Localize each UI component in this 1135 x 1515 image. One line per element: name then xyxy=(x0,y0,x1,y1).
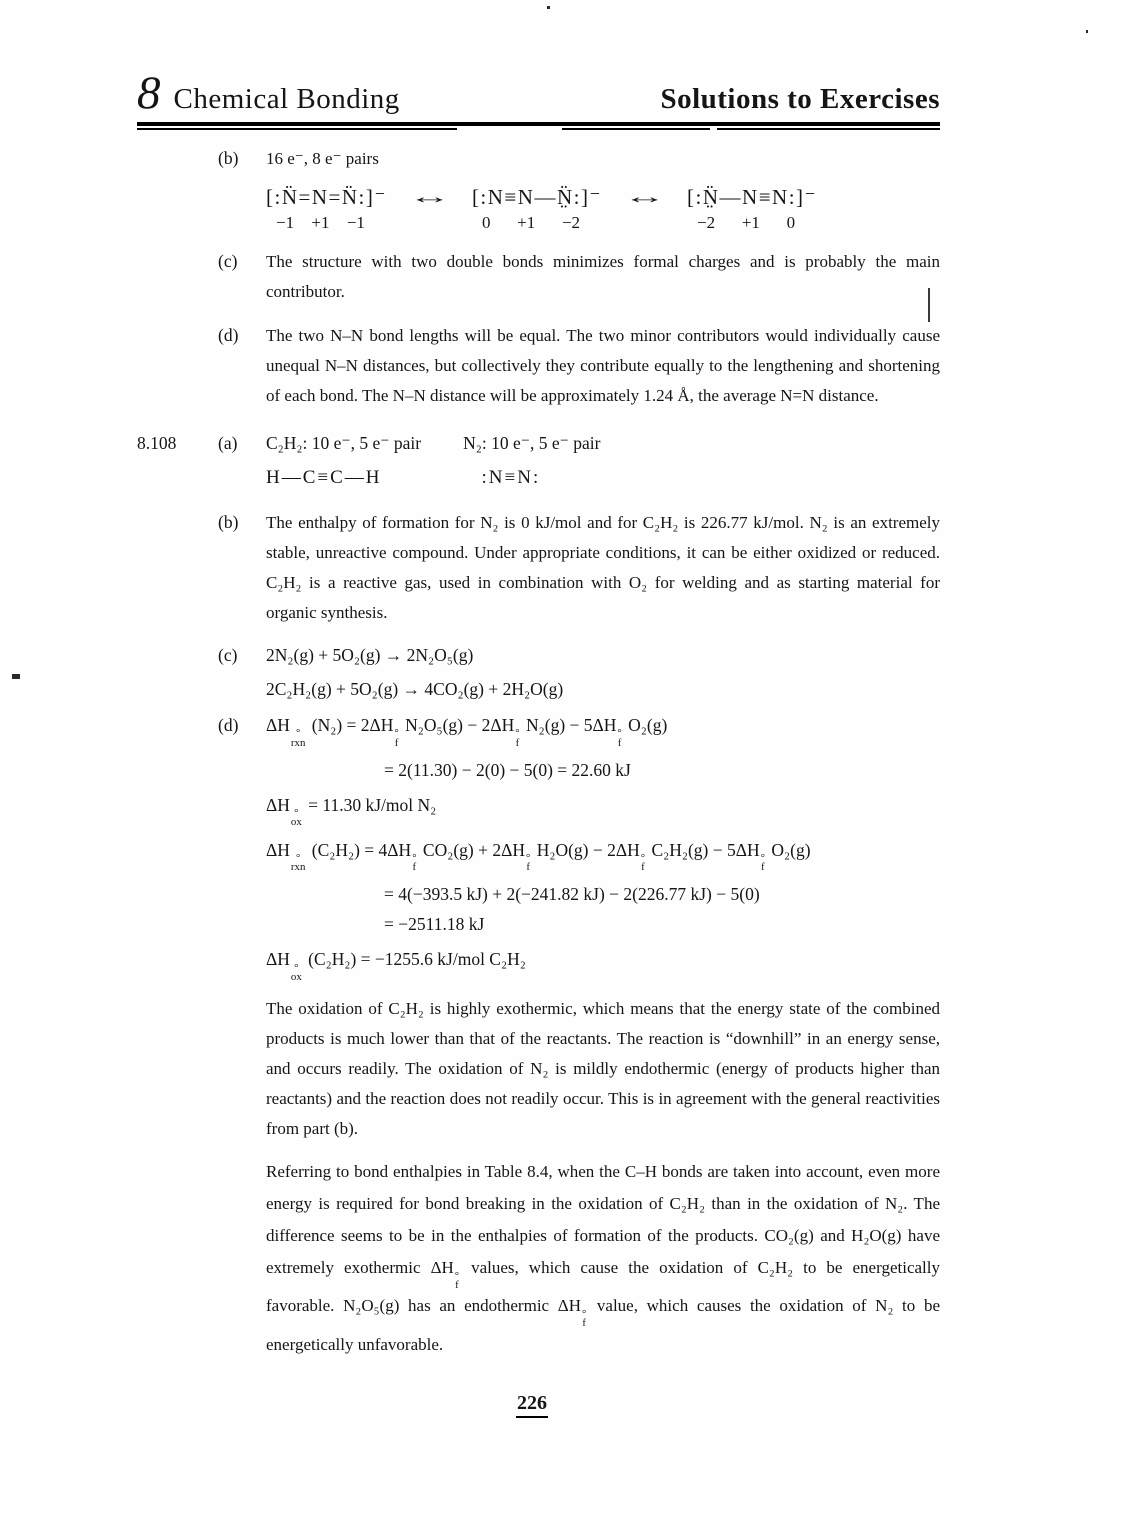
lewis-structure-2 xyxy=(472,184,602,233)
lewis-formula: [:N̈=N=N̈:]⁻ xyxy=(266,185,387,209)
n2-structure: :N≡N: xyxy=(481,467,541,488)
part-c-label: (c) xyxy=(218,251,238,271)
formal-charge: +1 xyxy=(741,213,760,232)
c2h2-combustion-equation: 2C₂H₂(g) + 5O₂(g) → 4CO₂(g) + 2H₂O(g) xyxy=(266,679,564,699)
formal-charges xyxy=(687,210,817,233)
continued-part-c-row xyxy=(137,247,940,307)
part-b-row xyxy=(137,508,940,628)
formal-charge: −2 xyxy=(697,213,716,232)
formal-charge: +1 xyxy=(517,213,536,232)
part-d-equation-row xyxy=(137,712,940,748)
equation-row xyxy=(137,757,940,783)
scan-artifact-tick xyxy=(928,288,930,322)
lewis-structure-1 xyxy=(266,184,387,233)
resonance-row xyxy=(137,184,940,233)
part-d-label: (d) xyxy=(218,325,239,345)
formal-charge: −1 xyxy=(346,213,365,232)
enthalpy-rxn-n2-equation: ΔH ° rxn (N₂) = 2ΔH ° f N₂O₅(g) − 2ΔH ° f N₂(g) − 5ΔH ° f O₂(g) xyxy=(266,715,668,749)
formal-charges xyxy=(472,210,602,233)
equation-row xyxy=(137,792,940,828)
scan-artifact-speck xyxy=(12,674,20,679)
part-c-text: The structure with two double bonds minimizes formal charges and is probably the main contributor. xyxy=(266,252,940,301)
c2h2-electron-count: C₂H₂: 10 e⁻, 5 e⁻ pair xyxy=(266,433,422,453)
equation-row xyxy=(137,946,940,982)
enthalpy-rxn-c2h2-value2: = −2511.18 kJ xyxy=(384,914,485,935)
continued-part-d-row xyxy=(137,321,940,411)
formal-charge: +1 xyxy=(311,213,330,232)
enthalpy-rxn-c2h2-equation: ΔH ° rxn (C₂H₂) = 4ΔH ° f CO₂(g) + 2ΔH ° f H₂O(g) − 2ΔH ° f C₂H₂(g) − 5ΔH ° f O₂(g) xyxy=(266,839,811,874)
n2-combustion-equation: 2N₂(g) + 5O₂(g) → 2N₂O₅(g) xyxy=(266,645,474,665)
discussion-paragraph-row xyxy=(137,994,940,1144)
header-rule-segment xyxy=(562,128,710,130)
bond-enthalpies-paragraph: Referring to bond enthalpies in Table 8.4, when the C–H bonds are taken into account, even more energy is required for bond breaking in the oxidation of C₂H₂ than in the oxidation of N₂. The difference seems to be in the enthalpies of formation of the products. CO₂(g) and H₂O(g) have extremely exothermic ΔH ° f values, which cause the oxidation of C₂H₂ to be energetically favorable. N₂O₅(g) has an endothermic ΔH ° f value, which causes the oxidation of N₂ to be energetically unfavorable. xyxy=(266,1162,941,1354)
electron-counts xyxy=(266,433,940,454)
part-b-label: (b) xyxy=(218,148,239,168)
formal-charges xyxy=(266,210,387,233)
resonance-arrow-icon: ↔ xyxy=(622,187,667,208)
part-b-text: The enthalpy of formation for N₂ is 0 kJ/mol and for C₂H₂ is 226.77 kJ/mol. N₂ is an extremely stable, unreactive compound. Under appropriate conditions, it can be either oxidized or reduced. C₂H₂ is a reactive gas, used in combination with O₂ for welding and as starting material for organic synthesis. xyxy=(266,513,940,622)
header-right-title: Solutions to Exercises xyxy=(660,83,940,115)
enthalpy-rxn-c2h2-value1: = 4(−393.5 kJ) + 2(−241.82 kJ) − 2(226.77 kJ) − 5(0) xyxy=(384,884,760,905)
chapter-title: Chemical Bonding xyxy=(173,83,400,115)
resonance-arrow-icon: ↔ xyxy=(407,187,452,208)
oxidation-discussion-paragraph: The oxidation of C₂H₂ is highly exothermic, which means that the energy state of the combined products is much lower than that of the reactants. The reaction is “downhill” in an energy sense, and occurs readily. The oxidation of N₂ is mildly endothermic (energy of products higher than reactants) and the reaction does not readily occur. This is in agreement with the general reactivities from part (b). xyxy=(266,999,940,1139)
part-c-equation-row xyxy=(137,676,940,702)
molecule-structures xyxy=(266,466,940,490)
chapter-number: 8 xyxy=(137,67,161,119)
part-b-label: (b) xyxy=(218,512,239,532)
formal-charge: 0 xyxy=(786,213,796,232)
problem-number: 8.108 xyxy=(137,433,177,453)
equation-row xyxy=(137,837,940,873)
resonance-structures xyxy=(266,184,940,233)
page-header xyxy=(137,67,940,119)
header-rule-segment xyxy=(717,128,940,130)
structures-row xyxy=(137,466,940,490)
header-rule-segment xyxy=(137,128,457,130)
n2-electron-count: N₂: 10 e⁻, 5 e⁻ pair xyxy=(463,433,601,453)
lewis-formula: [:N̤̈—N≡N:]⁻ xyxy=(687,185,818,209)
lewis-structure-3 xyxy=(687,184,817,233)
enthalpy-rxn-n2-value: = 2(11.30) − 2(0) − 5(0) = 22.60 kJ xyxy=(384,759,631,780)
formal-charge: −2 xyxy=(561,213,581,232)
part-d-text: The two N–N bond lengths will be equal. The two minor contributors would individually cause unequal N–N distances, but collectively they contribute equally to the lengthening and shortening of each bond. The N–N distance will be approximately 1.24 Å, the average N=N distance. xyxy=(266,326,940,405)
page-number: 226 xyxy=(516,1392,548,1418)
lewis-formula: [:N≡N—N̤̈:]⁻ xyxy=(471,185,603,209)
problem-8108-row xyxy=(137,433,940,454)
scan-artifact-speck xyxy=(547,6,550,9)
scan-artifact-speck xyxy=(1086,30,1088,33)
equation-row xyxy=(137,911,940,937)
enthalpy-ox-n2-equation: ΔH ° ox = 11.30 kJ/mol N₂ xyxy=(266,794,437,829)
part-c-label: (c) xyxy=(218,645,238,665)
equation-row xyxy=(137,881,940,907)
part-d-label: (d) xyxy=(218,715,239,735)
header-rule xyxy=(137,122,940,126)
formal-charge: 0 xyxy=(481,213,491,232)
continued-part-b-row xyxy=(137,144,940,174)
enthalpy-ox-c2h2-equation: ΔH ° ox (C₂H₂) = −1255.6 kJ/mol C₂H₂ xyxy=(266,949,526,984)
electron-count-text: 16 e⁻, 8 e⁻ pairs xyxy=(266,149,379,168)
discussion-paragraph-row xyxy=(137,1156,940,1360)
formal-charge: −1 xyxy=(276,213,295,232)
part-a-label: (a) xyxy=(218,433,238,453)
part-c-equation-row xyxy=(137,642,940,668)
c2h2-structure: H—C≡C—H xyxy=(266,467,382,488)
